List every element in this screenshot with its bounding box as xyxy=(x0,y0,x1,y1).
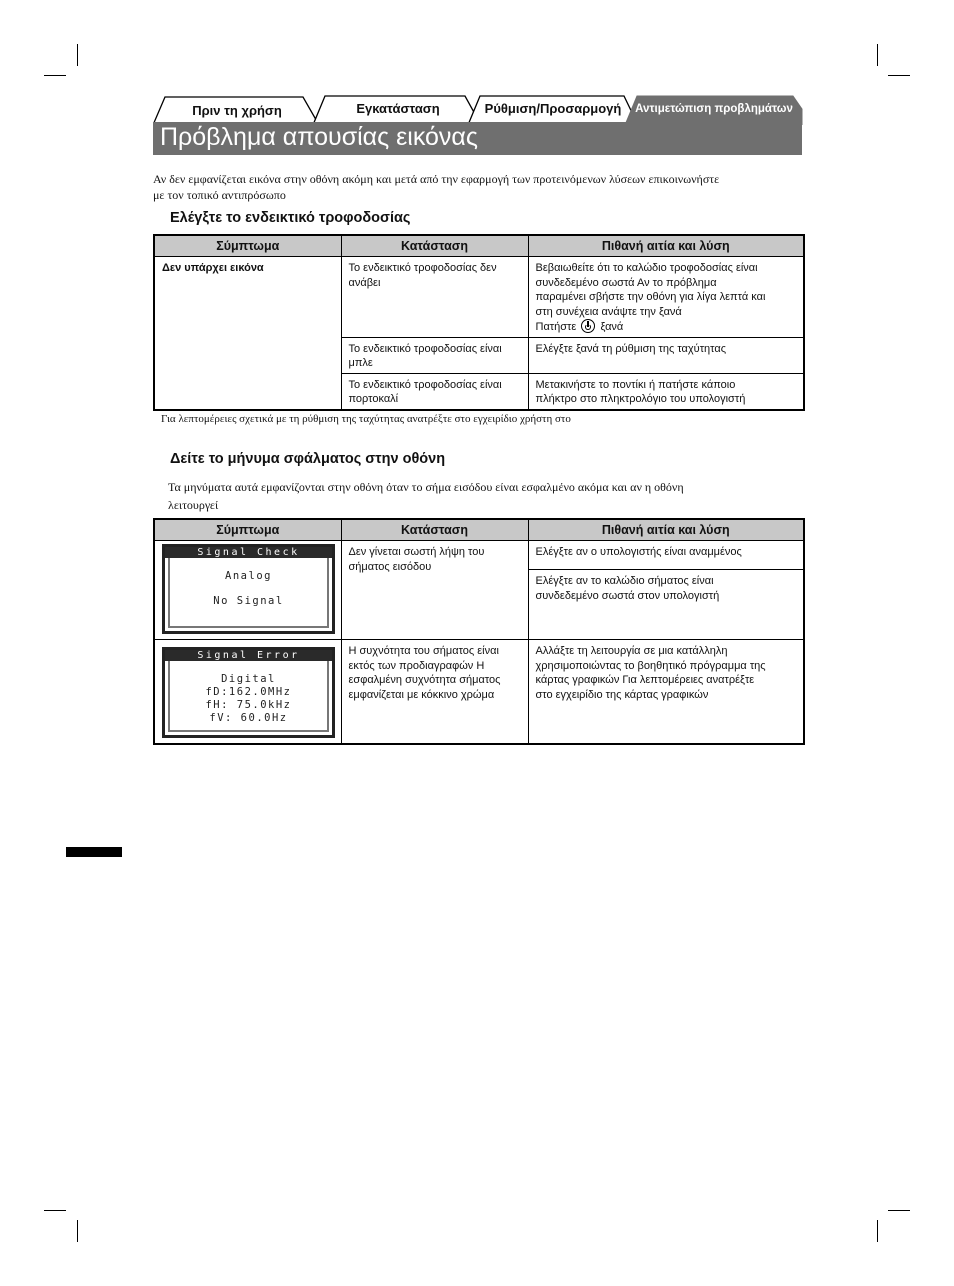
column-header: Πιθανή αιτία και λύση xyxy=(528,519,804,541)
osd-line: fV: 60.0Hz xyxy=(209,712,288,724)
intro-line: Τα μηνύματα αυτά εμφανίζονται στην οθόνη όταν το σήμα εισόδου είναι εσφαλμένο ακόμα και αν η οθόνη xyxy=(168,480,684,494)
osd-line: fD:162.0MHz xyxy=(205,686,292,698)
osd-body xyxy=(165,661,332,725)
cell-line xyxy=(536,319,797,335)
table-row xyxy=(154,257,804,338)
cell-line: συνδεδεμένο σωστά Αν το πρόβλημα xyxy=(535,276,717,289)
crop-mark xyxy=(877,1220,878,1242)
cell-line: Δεν γίνεται σωστή λήψη του xyxy=(348,546,485,558)
cell-line: Ελέγξτε αν ο υπολογιστής είναι αναμμένος xyxy=(535,546,742,558)
tab-label: Ρύθμιση/Προσαρμογή xyxy=(484,101,622,116)
cell-line: στο εγχειρίδιο της κάρτας γραφικών xyxy=(535,688,709,701)
cell-line: Ελέγξτε ξανά τη ρύθμιση της ταχύτητας xyxy=(535,342,727,355)
symptom-cell: Δεν υπάρχει εικόνα xyxy=(154,257,341,410)
column-header: Πιθανή αιτία και λύση xyxy=(528,235,804,257)
chapter-tabs xyxy=(153,95,803,125)
osd-body xyxy=(165,558,332,608)
cell-line: κάρτας γραφικών Για λεπτομέρειες ανατρέξτε xyxy=(535,674,755,686)
tab-installation[interactable] xyxy=(313,95,483,125)
condition-cell xyxy=(341,373,528,410)
osd-line: No Signal xyxy=(213,595,284,607)
cell-line: παραμένει σβήστε την οθόνη για λίγα λεπτά και xyxy=(535,291,766,303)
table-row xyxy=(154,541,804,570)
cell-line: Το ενδεικτικό τροφοδοσίας είναι xyxy=(348,378,502,391)
condition-cell xyxy=(341,640,528,745)
tab-label: Αντιμετώπιση προβλημάτων xyxy=(635,103,793,115)
symptom-cell xyxy=(154,541,341,640)
osd-title: Signal Check xyxy=(165,547,332,558)
osd-signal-check xyxy=(162,544,335,634)
tab-troubleshooting[interactable] xyxy=(625,95,803,125)
intro-line: Αν δεν εμφανίζεται εικόνα στην οθόνη ακόμη και μετά από την εφαρμογή των προτεινόμενων λύσεων επικοινωνήστε xyxy=(153,172,720,186)
condition-cell xyxy=(341,541,528,640)
intro-paragraph xyxy=(153,171,719,203)
error-intro-paragraph xyxy=(168,478,684,514)
table-header-row xyxy=(154,235,804,257)
section-heading-error-message: Δείτε το μήνυμα σφάλματος στην οθόνη xyxy=(170,451,446,467)
cell-line: εκτός των προδιαγραφών Η xyxy=(348,659,485,672)
cell-line: ανάβει xyxy=(348,276,381,289)
crop-mark xyxy=(888,75,910,76)
solution-cell xyxy=(528,640,804,745)
tab-label: Πριν τη χρήση xyxy=(192,103,282,118)
column-header: Σύμπτωμα xyxy=(154,519,341,541)
cell-line: πορτοκαλί xyxy=(348,393,399,405)
table-row xyxy=(154,640,804,745)
cell-line: Μετακινήστε το ποντίκι ή πατήστε κάποιο xyxy=(535,378,736,391)
crop-mark xyxy=(888,1210,910,1211)
condition-cell xyxy=(341,257,528,338)
condition-cell xyxy=(341,337,528,373)
crop-mark xyxy=(44,1210,66,1211)
page-edge-marker xyxy=(66,847,122,857)
power-indicator-table xyxy=(153,234,805,411)
osd-line: Analog xyxy=(225,570,272,582)
press-text: ξανά xyxy=(600,321,624,333)
tab-label: Εγκατάσταση xyxy=(356,101,440,116)
cell-line: χρησιμοποιώντας το βοηθητικό πρόγραμμα της xyxy=(535,659,766,672)
cell-line: Η συχνότητα του σήματος είναι xyxy=(348,645,499,657)
cell-line: εμφανίζεται με κόκκινο χρώμα xyxy=(348,688,495,701)
osd-signal-error xyxy=(162,647,335,738)
crop-mark xyxy=(877,44,878,66)
solution-cell xyxy=(528,541,804,570)
crop-mark xyxy=(44,75,66,76)
symptom-cell xyxy=(154,640,341,745)
power-button-icon xyxy=(581,319,595,333)
tab-before-use[interactable] xyxy=(153,95,321,125)
cell-line: Αλλάξτε τη λειτουργία σε μια κατάλληλη xyxy=(535,645,728,657)
solution-cell xyxy=(528,570,804,640)
column-header: Κατάσταση xyxy=(341,519,528,541)
press-text: Πατήστε xyxy=(535,321,577,333)
page-title: Πρόβλημα απουσίας εικόνας xyxy=(160,123,478,151)
page-title-bar xyxy=(153,122,802,155)
cell-line: στη συνέχεια ανάψτε την ξανά xyxy=(535,305,682,318)
solution-cell xyxy=(528,337,804,373)
column-header: Σύμπτωμα xyxy=(154,235,341,257)
osd-line: Digital xyxy=(221,673,276,685)
speed-note: Για λεπτομέρειες σχετικά με τη ρύθμιση της ταχύτητας ανατρέξτε στο εγχειρίδιο χρήστη στο xyxy=(161,413,571,425)
intro-line: με τον τοπικό αντιπρόσωπο xyxy=(153,188,286,202)
crop-mark xyxy=(77,44,78,66)
table-header-row xyxy=(154,519,804,541)
cell-line: εσφαλμένη συχνότητα σήματος xyxy=(348,674,501,686)
solution-cell xyxy=(528,257,804,338)
intro-line: λειτουργεί xyxy=(168,498,219,512)
cell-line: Βεβαιωθείτε ότι το καλώδιο τροφοδοσίας είναι xyxy=(535,262,758,274)
cell-line: Το ενδεικτικό τροφοδοσίας δεν xyxy=(348,262,497,274)
error-message-table xyxy=(153,518,805,745)
cell-line: συνδεδεμένο σωστά στον υπολογιστή xyxy=(535,589,720,602)
section-heading-power-indicator: Ελέγξτε το ενδεικτικό τροφοδοσίας xyxy=(170,210,411,226)
cell-line: πλήκτρο στο πληκτρολόγιο του υπολογιστή xyxy=(535,393,746,405)
solution-cell xyxy=(528,373,804,410)
crop-mark xyxy=(77,1220,78,1242)
cell-line: Ελέγξτε αν το καλώδιο σήματος είναι xyxy=(535,575,714,587)
cell-line: σήματος εισόδου xyxy=(348,560,432,573)
osd-title: Signal Error xyxy=(165,650,332,661)
tab-settings-adjustment[interactable] xyxy=(468,95,638,125)
cell-line: Το ενδεικτικό τροφοδοσίας είναι xyxy=(348,342,502,355)
column-header: Κατάσταση xyxy=(341,235,528,257)
cell-line: μπλε xyxy=(348,357,373,369)
osd-line: fH: 75.0kHz xyxy=(205,699,292,711)
